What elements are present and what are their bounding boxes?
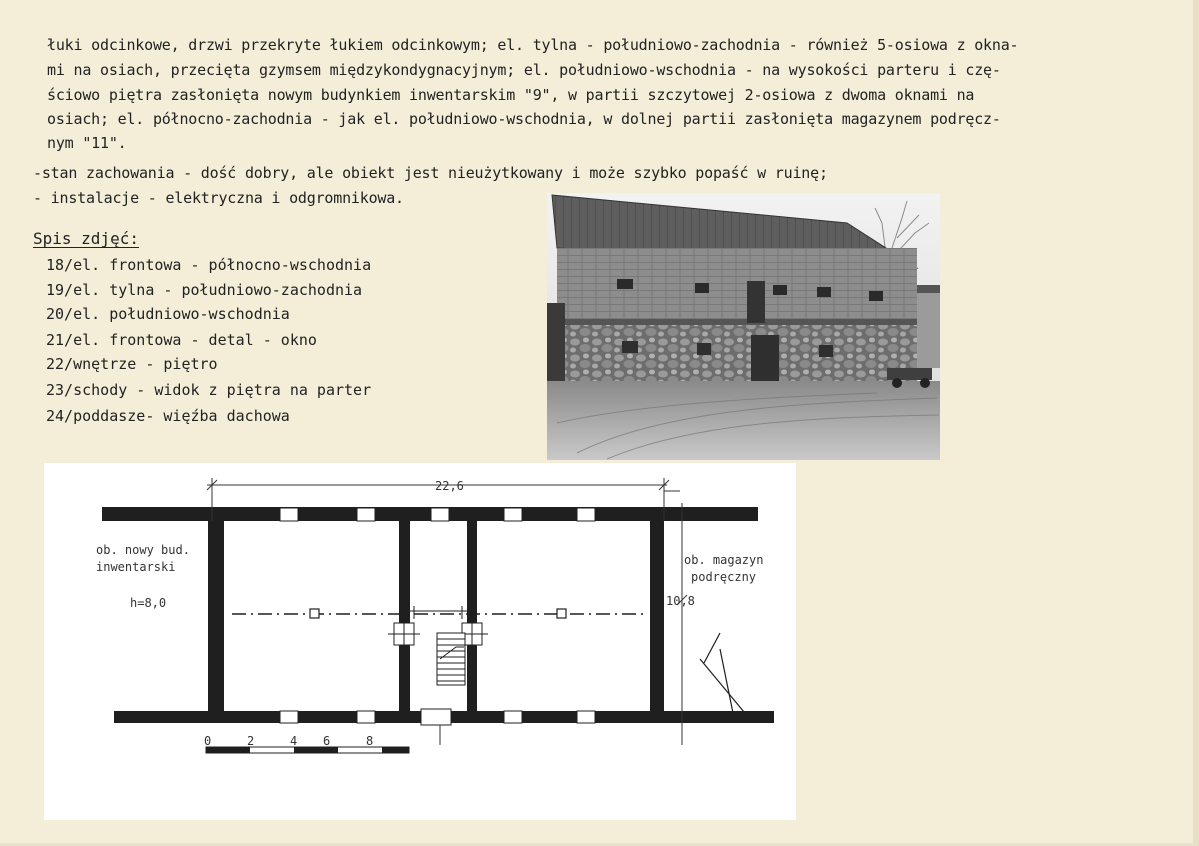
- height-label: h=8,0: [130, 596, 167, 610]
- scale-tick-label: 8: [366, 734, 374, 748]
- left-building-label: inwentarski: [96, 560, 176, 574]
- dimension-length-label: 22,6: [435, 479, 464, 493]
- floor-plan-drawing: [44, 463, 796, 820]
- text-line: mi na osiach, przecięta gzymsem międzykondygnacyjnym; el. południowo-wschodnia - na wysokości parteru i czę-: [47, 61, 1001, 79]
- dimension-width-label: 10,8: [666, 594, 695, 608]
- scale-tick-label: 0: [204, 734, 212, 748]
- text-line: ściowo piętra zasłonięta nowym budynkiem inwentarskim "9", w partii szczytowej 2-osiowa z dwoma oknami na: [47, 86, 975, 104]
- list-item: 18/el. frontowa - północno-wschodnia: [46, 256, 372, 274]
- text-line: nym "11".: [47, 134, 127, 152]
- left-building-label: ob. nowy bud.: [96, 543, 190, 557]
- right-building-label: ob. magazyn: [684, 553, 764, 567]
- text-line: łuki odcinkowe, drzwi przekryte łukiem odcinkowym; el. tylna - południowo-zachodnia - również 5-osiowa z okna-: [47, 36, 1019, 54]
- list-item: 23/schody - widok z piętra na parter: [46, 381, 372, 399]
- scale-tick-label: 6: [323, 734, 331, 748]
- scale-tick-label: 4: [290, 734, 298, 748]
- text-line: -stan zachowania - dość dobry, ale obiekt jest nieużytkowany i może szybko popaść w ruinę;: [33, 164, 828, 182]
- list-item: 24/poddasze- więźba dachowa: [46, 407, 290, 425]
- photo-list-heading: Spis zdjęć:: [33, 229, 139, 248]
- right-building-label: podręczny: [691, 570, 757, 584]
- building-photo: [547, 193, 940, 460]
- list-item: 21/el. frontowa - detal - okno: [46, 331, 317, 349]
- floor-plan: [44, 463, 796, 820]
- list-item: 22/wnętrze - piętro: [46, 355, 218, 373]
- list-item: 20/el. południowo-wschodnia: [46, 305, 290, 323]
- text-line: osiach; el. północno-zachodnia - jak el. południowo-wschodnia, w dolnej partii zasłonięta magazynem podręcz-: [47, 110, 1001, 128]
- list-item: 19/el. tylna - południowo-zachodnia: [46, 281, 363, 299]
- scale-tick-label: 2: [247, 734, 255, 748]
- text-line: - instalacje - elektryczna i odgromnikowa.: [33, 189, 404, 207]
